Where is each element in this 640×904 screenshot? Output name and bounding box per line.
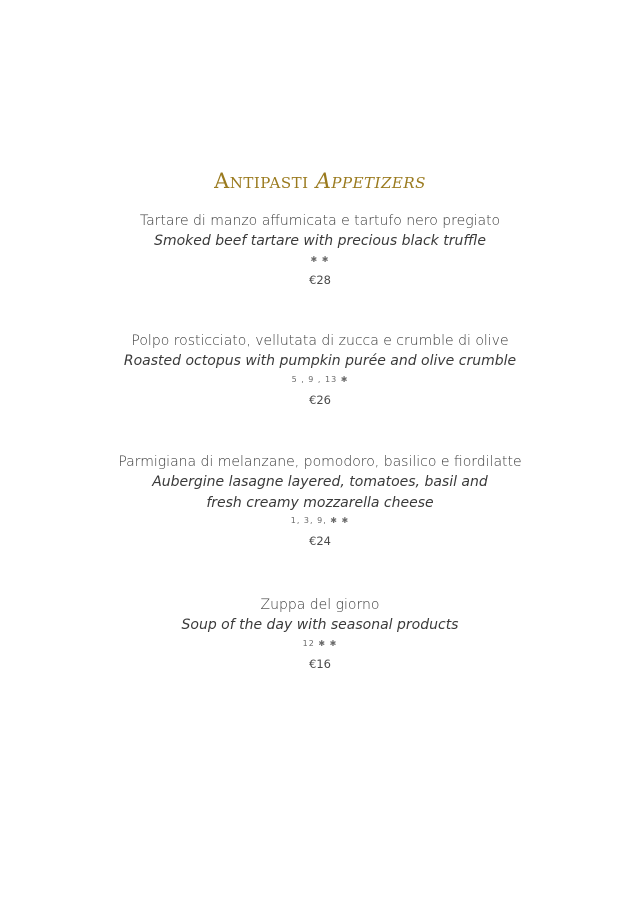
dish-name-english: Aubergine lasagne layered, tomatoes, basil and fresh creamy mozzarella cheese xyxy=(152,474,488,511)
dish-name-italian: Zuppa del giorno xyxy=(260,597,380,613)
section-title-english: Appetizers xyxy=(315,169,426,193)
dish-name-italian: Parmigiana di melanzane, pomodoro, basilico e fiordilatte xyxy=(118,454,522,470)
menu-item xyxy=(0,331,640,410)
dish-name-italian: Polpo rosticciato, vellutata di zucca e crumble di olive xyxy=(131,333,509,349)
dish-price: €16 xyxy=(309,656,331,671)
dish-price: €24 xyxy=(309,534,331,548)
dish-price: €26 xyxy=(309,392,331,407)
section-title xyxy=(0,166,640,196)
allergen-codes: 12 ✱ ✱ xyxy=(302,638,338,648)
dish-name-italian: Tartare di manzo affumicata e tartufo nero pregiato xyxy=(139,213,501,229)
menu-item xyxy=(0,211,640,290)
section-title-italian: Antipasti xyxy=(214,169,309,193)
allergen-codes: ✱ ✱ xyxy=(310,254,330,264)
allergen-codes: 5 , 9 , 13 ✱ xyxy=(291,374,349,384)
dish-price: €28 xyxy=(309,272,331,287)
dish-name-english: Smoked beef tartare with precious black truffle xyxy=(154,233,486,249)
allergen-codes: 1, 3, 9, ✱ ✱ xyxy=(290,516,350,525)
dish-name-english: Soup of the day with seasonal products xyxy=(181,617,459,633)
menu-item xyxy=(0,595,640,674)
dish-name-english: Roasted octopus with pumpkin purée and olive crumble xyxy=(123,353,517,369)
menu-item xyxy=(0,452,640,551)
